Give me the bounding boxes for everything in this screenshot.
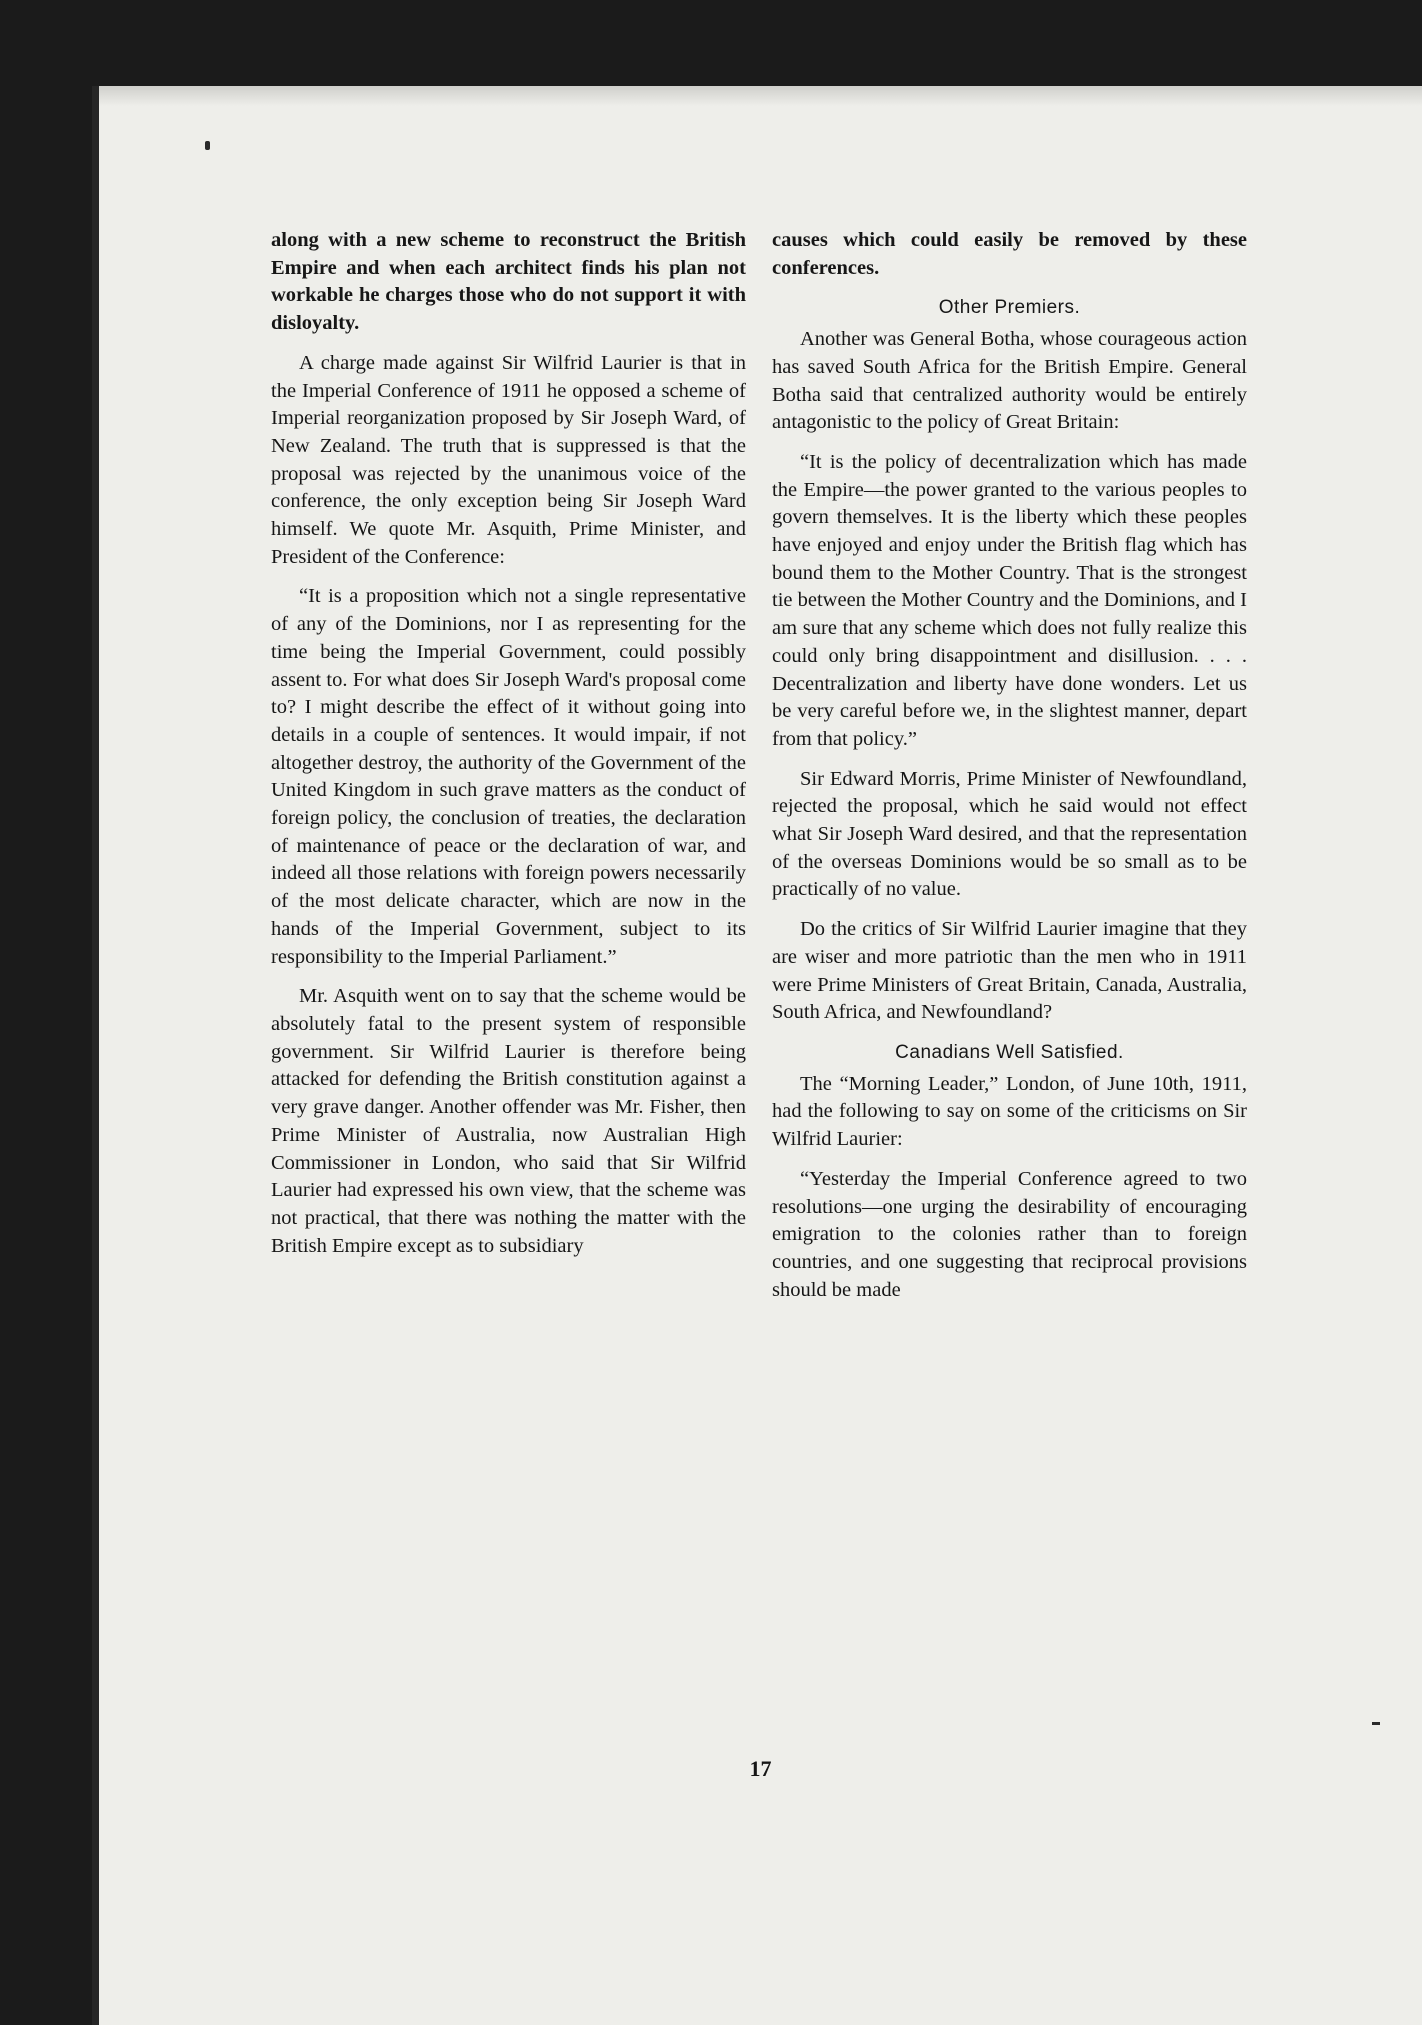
left-column	[271, 227, 746, 1272]
section-heading: Canadians Well Satisfied.	[895, 1041, 1124, 1063]
paragraph: A charge made against Sir Wilfrid Laurier is that in the Imperial Conference of 1911 he opposed a scheme of Imperial reorganization proposed by Sir Joseph Ward, of New Zealand. The truth that is suppressed is that the proposal was rejected by the unanimous voice of the conference, the only exception being Sir Joseph Ward himself. We quote Mr. Asquith, Prime Minister, and President of the Conference:	[271, 351, 746, 568]
right-column	[772, 227, 1247, 1316]
ink-speck	[205, 141, 210, 150]
paragraph: The “Morning Leader,” London, of June 10th, 1911, had the following to say on some of the criticisms on Sir Wilfrid Laurier:	[772, 1072, 1247, 1151]
page-number: 17	[749, 1756, 772, 1781]
paragraph: causes which could easily be removed by these conferences.	[772, 229, 1247, 279]
section-heading: Other Premiers.	[938, 297, 1081, 319]
paragraph: along with a new scheme to reconstruct the British Empire and when each architect finds his plan not workable he charges those who do not support it with disloyalty.	[271, 229, 746, 335]
paragraph: Another was General Botha, whose courageous action has saved South Africa for the British Empire. General Botha said that centralized authority would be entirely antagonistic to the policy of Great Britain:	[772, 328, 1247, 434]
ink-speck	[1372, 1722, 1380, 1725]
quote-paragraph: “Yesterday the Imperial Conference agreed to two resolutions—one urging the desirability of encouraging emigration to the colonies rather than to foreign countries, and one suggesting that reciprocal provisions should be made	[772, 1167, 1247, 1301]
paragraph: Mr. Asquith went on to say that the scheme would be absolutely fatal to the present system of responsible government. Sir Wilfrid Laurier is therefore being attacked for defending the British constitution against a very grave danger. Another offender was Mr. Fisher, then Prime Minister of Australia, now Australian High Commissioner in London, who said that Sir Wilfrid Laurier had expressed his own view, that the scheme was not practical, that there was nothing the matter with the British Empire except as to subsidiary	[271, 985, 746, 1257]
paragraph: Sir Edward Morris, Prime Minister of Newfoundland, rejected the proposal, which he said would not effect what Sir Joseph Ward desired, and that the representation of the overseas Dominions would be so small as to be practically of no value.	[772, 767, 1247, 901]
document-page	[92, 86, 1422, 2025]
paragraph: Do the critics of Sir Wilfrid Laurier imagine that they are wiser and more patriotic than the men who in 1911 were Prime Ministers of Great Britain, Canada, Australia, South Africa, and Newfoundland?	[772, 918, 1247, 1024]
quote-paragraph: “It is the policy of decentralization which has made the Empire—the power granted to the various peoples to govern themselves. It is the liberty which these peoples have enjoyed and enjoy under the British flag which has bound them to the Mother Country. That is the strongest tie between the Mother Country and the Dominions, and I am sure that any scheme which does not fully realize this could only bring disappointment and disillusion. . . . Decentralization and liberty have done wonders. Let us be very careful before we, in the slightest manner, depart from that policy.”	[772, 450, 1247, 750]
quote-paragraph: “It is a proposition which not a single representative of any of the Dominions, nor I as representing for the time being the Imperial Government, could possibly assent to. For what does Sir Joseph Ward's proposal come to? I might describe the effect of it without going into details in a couple of sentences. It would impair, if not altogether destroy, the authority of the Government of the United Kingdom in such grave matters as the conduct of foreign policy, the conclusion of treaties, the declaration of maintenance of peace or the declaration of war, and indeed all those relations with foreign powers necessarily of the most delicate character, which are now in the hands of the Imperial Government, subject to its responsibility to the Imperial Parliament.”	[271, 585, 746, 968]
